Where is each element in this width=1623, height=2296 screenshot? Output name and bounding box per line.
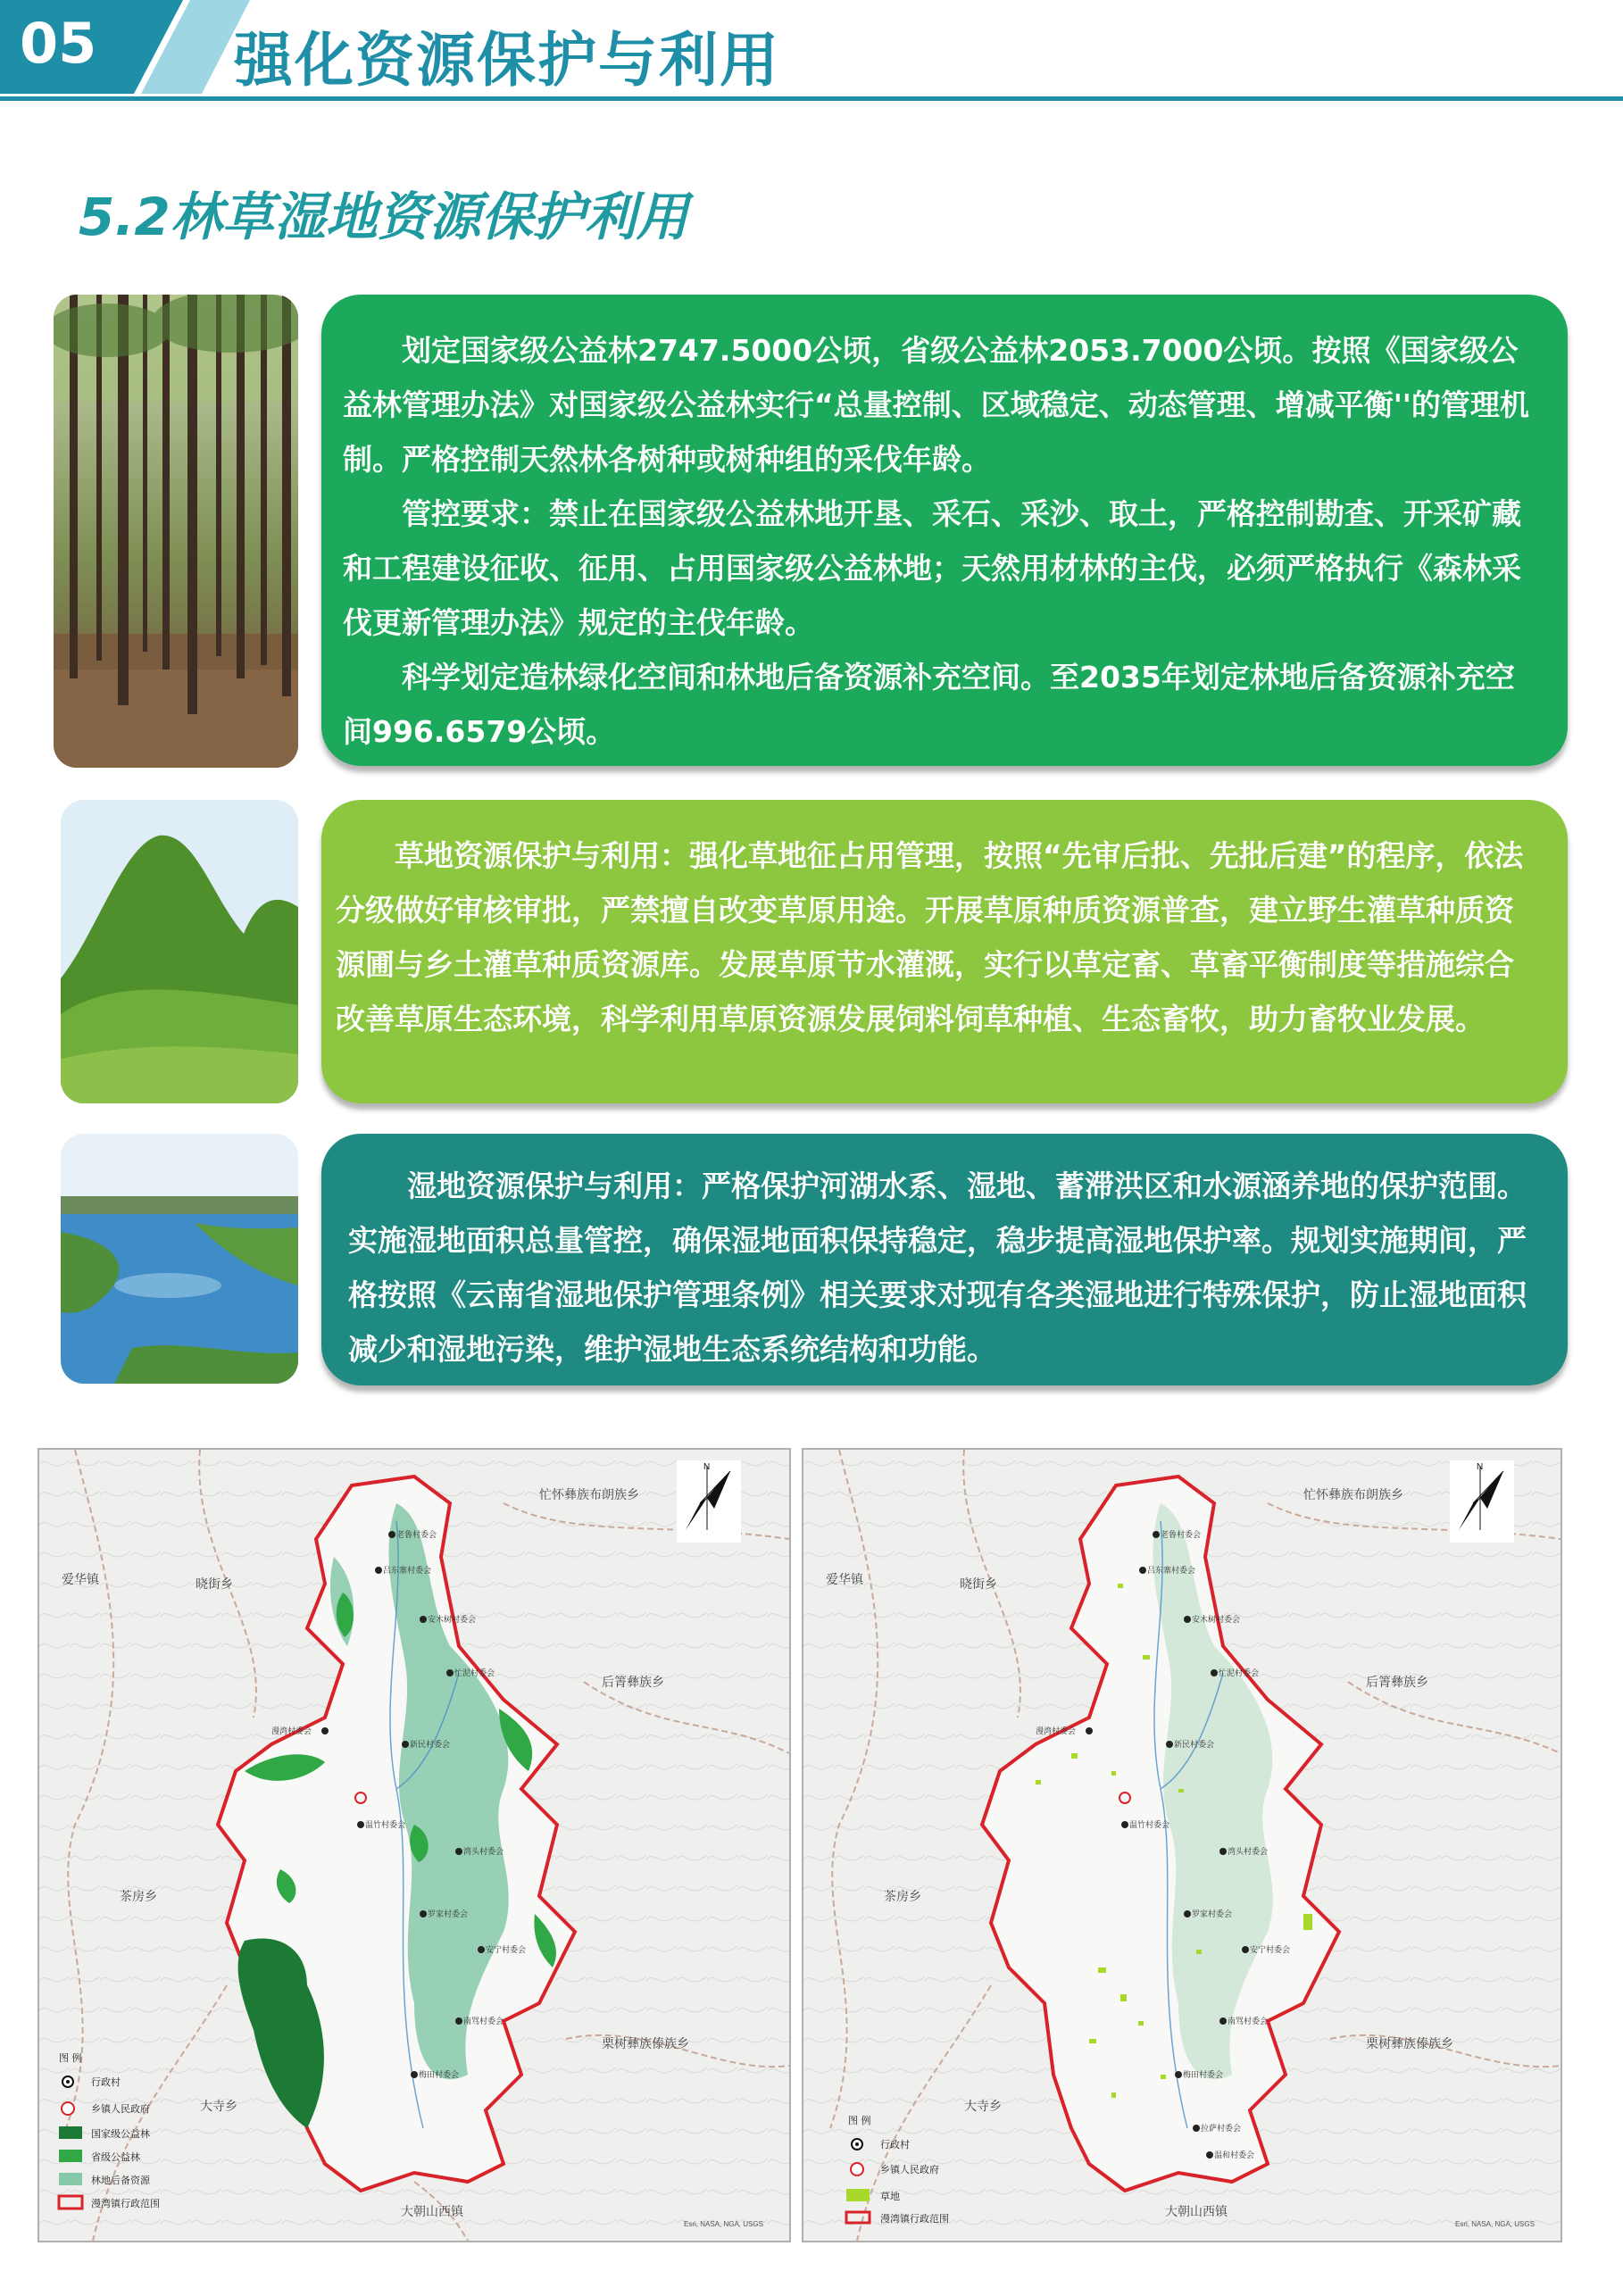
svg-text:温竹村委会: 温竹村委会 (365, 1821, 406, 1830)
svg-text:安木树村委会: 安木树村委会 (428, 1616, 477, 1625)
svg-text:南骂村委会: 南骂村委会 (463, 2017, 504, 2026)
forest-paragraph: 划定国家级公益林2747.5000公顷，省级公益林2053.7000公顷。按照《国家级公益林管理办法》对国家级公益林实行“总量控制、区域稳定、动态管理、增减平衡''的管理机制。严格控制天然林各树种或树种组的采伐年龄。 (343, 333, 1529, 477)
svg-text:安宁村委会: 安宁村委会 (486, 1946, 527, 1955)
north-arrow (677, 1460, 741, 1543)
svg-text:图 例: 图 例 (848, 2115, 871, 2126)
svg-text:罗家村委会: 罗家村委会 (428, 1910, 469, 1919)
svg-text:湾头村委会: 湾头村委会 (463, 1848, 504, 1857)
svg-text:忙泥村委会: 忙泥村委会 (1219, 1669, 1260, 1678)
wetland-paragraph: 湿地资源保护与利用：严格保护河湖水系、湿地、蓄滞洪区和水源涵养地的保护范围。实施湿地面积总量管控，确保湿地面积保持稳定，稳步提高湿地保护率。规划实施期间，严格按照《云南省湿地保护管理条例》相关要求对现有各类湿地进行特殊保护，防止湿地面积减少和湿地污染，维护湿地生态系统结构和功能。 (348, 1169, 1527, 1367)
forest-resource-map (37, 1448, 791, 2242)
svg-text:拉萨村委会: 拉萨村委会 (1201, 2125, 1242, 2134)
page-header (0, 0, 1623, 100)
svg-text:温竹村委会: 温竹村委会 (1129, 1821, 1170, 1830)
grassland-photo (61, 800, 298, 1103)
forest-paragraph: 科学划定造林绿化空间和林地后备资源补充空间。至2035年划定林地后备资源补充空间996.6579公顷。 (343, 660, 1515, 749)
svg-text:行政村: 行政村 (91, 2076, 121, 2088)
north-arrow (1450, 1460, 1514, 1543)
svg-text:图 例: 图 例 (59, 2052, 82, 2064)
svg-text:乡镇人民政府: 乡镇人民政府 (880, 2164, 939, 2175)
svg-text:国家级公益林: 国家级公益林 (91, 2128, 150, 2140)
place-label: 茶房乡 (120, 1890, 157, 1904)
svg-text:Esri, NASA, NGA, USGS: Esri, NASA, NGA, USGS (684, 2220, 763, 2228)
grassland-paragraph: 草地资源保护与利用：强化草地征占用管理，按照“先审后批、先批后建”的程序，依法分级做好审核审批，严禁擅自改变草原用途。开展草原种质资源普查，建立野生灌草种质资源圃与乡土灌草种质资源库。发展草原节水灌溉，实行以草定畜、草畜平衡制度等措施综合改善草原生态环境，科学利用草原资源发展饲料饲草种植、生态畜牧，助力畜牧业发展。 (336, 838, 1524, 1036)
chapter-title: 强化资源保护与利用 (234, 26, 780, 95)
svg-text:漫湾村委会: 漫湾村委会 (1036, 1727, 1077, 1736)
wetland-text-box (321, 1134, 1568, 1385)
place-label: 后箐彝族乡 (1366, 1676, 1428, 1690)
place-label: 栗树彝族傣族乡 (1366, 2037, 1453, 2051)
svg-text:安宁村委会: 安宁村委会 (1250, 1946, 1291, 1955)
wetland-photo (61, 1134, 298, 1384)
forest-photo (54, 295, 298, 768)
place-label: 爱华镇 (826, 1573, 863, 1587)
svg-text:漫湾镇行政范围: 漫湾镇行政范围 (91, 2198, 160, 2209)
svg-text:安木树村委会: 安木树村委会 (1192, 1616, 1241, 1625)
svg-text:老鲁村委会: 老鲁村委会 (1161, 1531, 1202, 1540)
place-label: 忙怀彝族布朗族乡 (1303, 1488, 1403, 1502)
svg-text:行政村: 行政村 (880, 2139, 910, 2150)
place-label: 栗树彝族傣族乡 (602, 2037, 689, 2051)
svg-text:草地: 草地 (880, 2191, 900, 2202)
header-divider (0, 96, 1623, 101)
place-label: 大寺乡 (964, 2100, 1002, 2114)
svg-text:忙泥村委会: 忙泥村委会 (454, 1669, 495, 1678)
svg-text:漫湾镇行政范围: 漫湾镇行政范围 (880, 2213, 949, 2225)
place-label: 大寺乡 (200, 2100, 237, 2114)
svg-text:林地后备资源: 林地后备资源 (91, 2175, 150, 2186)
grassland-resource-map (802, 1448, 1562, 2242)
svg-text:罗家村委会: 罗家村委会 (1192, 1910, 1233, 1919)
svg-text:N: N (703, 1462, 711, 1472)
svg-text:梅田村委会: 梅田村委会 (419, 2071, 460, 2080)
place-label: 大朝山西镇 (401, 2205, 463, 2219)
place-label: 爱华镇 (62, 1573, 99, 1587)
place-label: 后箐彝族乡 (602, 1676, 664, 1690)
svg-text:新民村委会: 新民村委会 (410, 1741, 451, 1750)
svg-text:新民村委会: 新民村委会 (1174, 1741, 1215, 1750)
place-label: 忙怀彝族布朗族乡 (539, 1488, 639, 1502)
place-label: 茶房乡 (884, 1890, 921, 1904)
forest-text-box (321, 295, 1568, 766)
svg-text:老鲁村委会: 老鲁村委会 (396, 1531, 437, 1540)
svg-text:湾头村委会: 湾头村委会 (1228, 1848, 1269, 1857)
svg-text:南骂村委会: 南骂村委会 (1228, 2017, 1269, 2026)
svg-text:省级公益林: 省级公益林 (91, 2151, 140, 2163)
chapter-number: 05 (20, 11, 97, 76)
svg-text:温和村委会: 温和村委会 (1214, 2151, 1255, 2160)
place-label: 大朝山西镇 (1165, 2205, 1228, 2219)
svg-text:梅田村委会: 梅田村委会 (1183, 2071, 1224, 2080)
svg-text:N: N (1477, 1462, 1484, 1472)
place-label: 晓街乡 (960, 1577, 997, 1592)
section-title: 5.2林草湿地资源保护利用 (79, 187, 688, 247)
place-label: 晓街乡 (196, 1577, 233, 1592)
svg-text:吕东寨村委会: 吕东寨村委会 (1147, 1567, 1196, 1576)
svg-text:漫湾村委会: 漫湾村委会 (271, 1727, 312, 1736)
svg-text:乡镇人民政府: 乡镇人民政府 (91, 2103, 150, 2115)
svg-text:Esri, NASA, NGA, USGS: Esri, NASA, NGA, USGS (1455, 2220, 1535, 2228)
forest-paragraph: 管控要求：禁止在国家级公益林地开垦、采石、采沙、取土，严格控制勘查、开采矿藏和工程建设征收、征用、占用国家级公益林地；天然用材林的主伐，必须严格执行《森林采伐更新管理办法》规定的主伐年龄。 (343, 496, 1521, 640)
svg-text:吕东寨村委会: 吕东寨村委会 (383, 1567, 432, 1576)
grassland-text-box (321, 800, 1568, 1103)
